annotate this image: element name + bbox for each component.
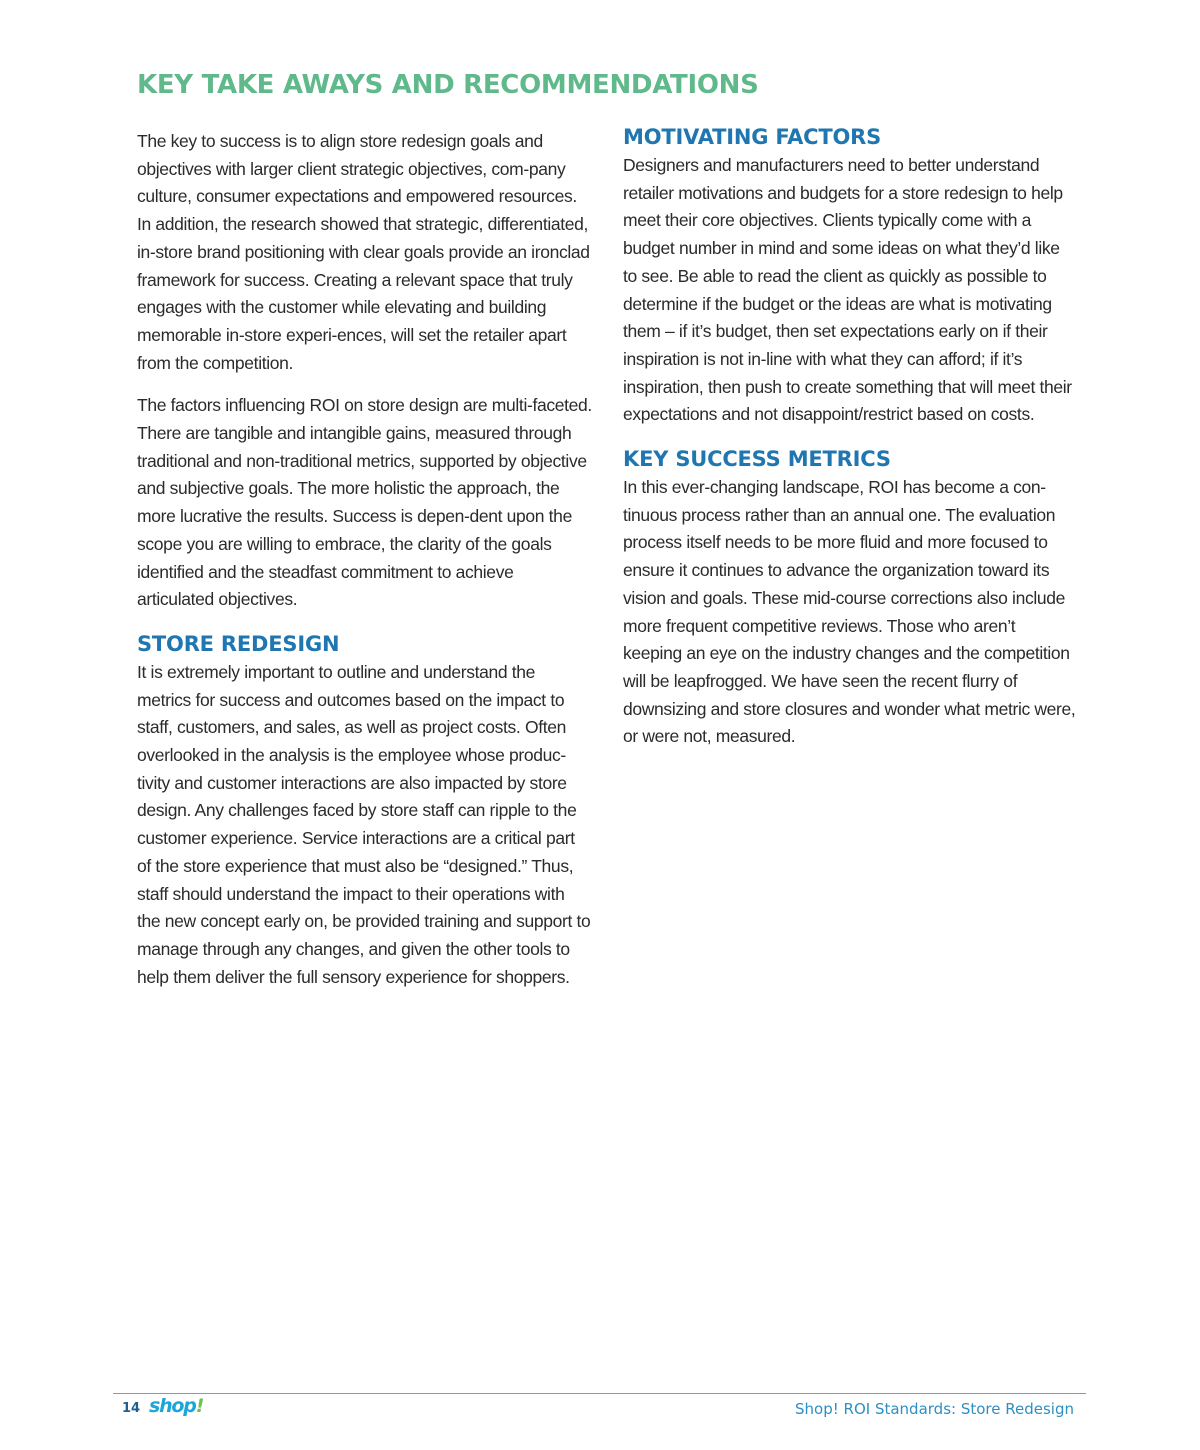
shop-logo [149, 1395, 203, 1417]
intro-paragraph: The key to success is to align store redesign goals and objectives with larger client strategic objectives, com-pany culture, consumer expectations and empowered resources. In addition, the research showed that strategic, differentiated, in-store brand positioning with clear goals provide an ironclad framework for success. Creating a relevant space that truly engages with the customer while elevating and building memorable in-store experi-ences, will set the retailer apart from the competition. [137, 131, 590, 373]
motivating-factors-paragraph: Designers and manufacturers need to better understand retailer motivations and budgets for a store redesign to help meet their core objectives. Clients typically come with a budget number in mind and some ideas on what they’d like to see. Be able to read the client as quickly as possible to determine if the budget or the ideas are what is motivating them – if it’s budget, then set expectations early on if their inspiration is not in-line with what they can afford; if it’s inspiration, then push to create something that will meet their expectations and not disappoint/restrict based on costs. [623, 155, 1072, 425]
roi-factors-paragraph: The factors influencing ROI on store design are multi-faceted. There are tangible and intangible gains, measured through traditional and non-traditional metrics, supported by objective and subjective goals. The more holistic the approach, the more lucrative the results. Success is depen-dent upon the scope you are willing to embrace, the clarity of the goals identified and the steadfast commitment to achieve articulated objectives. [137, 395, 592, 610]
store-redesign-heading: STORE REDESIGN [137, 631, 340, 656]
left-column [137, 128, 592, 1006]
motivating-factors-heading: MOTIVATING FACTORS [623, 125, 882, 149]
right-column [623, 125, 1078, 766]
logo-exclamation: ! [195, 1395, 204, 1417]
footer-document-title: Shop! ROI Standards: Store Redesign [795, 1400, 1074, 1418]
store-redesign-paragraph: It is extremely important to outline and understand the metrics for success and outcomes based on the impact to staff, customers, and sales, as well as project costs. Often overlooked in the analysis is the employee whose produc-tivity and customer interactions are also impacted by store design. Any challenges faced by store staff can ripple to the customer experience. Service interactions are a critical part of the store experience that must also be “designed.” Thus, staff should understand the impact to their operations with the new concept early on, be provided training and support to manage through any changes, and given the other tools to help them deliver the full sensory experience for shoppers. [137, 661, 591, 987]
logo-wordmark: shop [149, 1395, 196, 1417]
key-success-metrics-paragraph: In this ever-changing landscape, ROI has become a con-tinuous process rather than an annual one. The evaluation process itself needs to be more fluid and more focused to ensure it continues to advance the organization toward its vision and goals. These mid-course corrections also include more frequent competitive reviews. Those who aren’t keeping an eye on the industry changes and the competition will be leapfrogged. We have seen the recent flurry of downsizing and store closures and wonder what metric were, or were not, measured. [623, 477, 1076, 747]
key-success-metrics-heading: KEY SUCCESS METRICS [623, 447, 891, 472]
page-number: 14 [122, 1401, 141, 1416]
page-title: KEY TAKE AWAYS AND RECOMMENDATIONS [137, 70, 759, 100]
footer-divider [113, 1393, 1086, 1394]
